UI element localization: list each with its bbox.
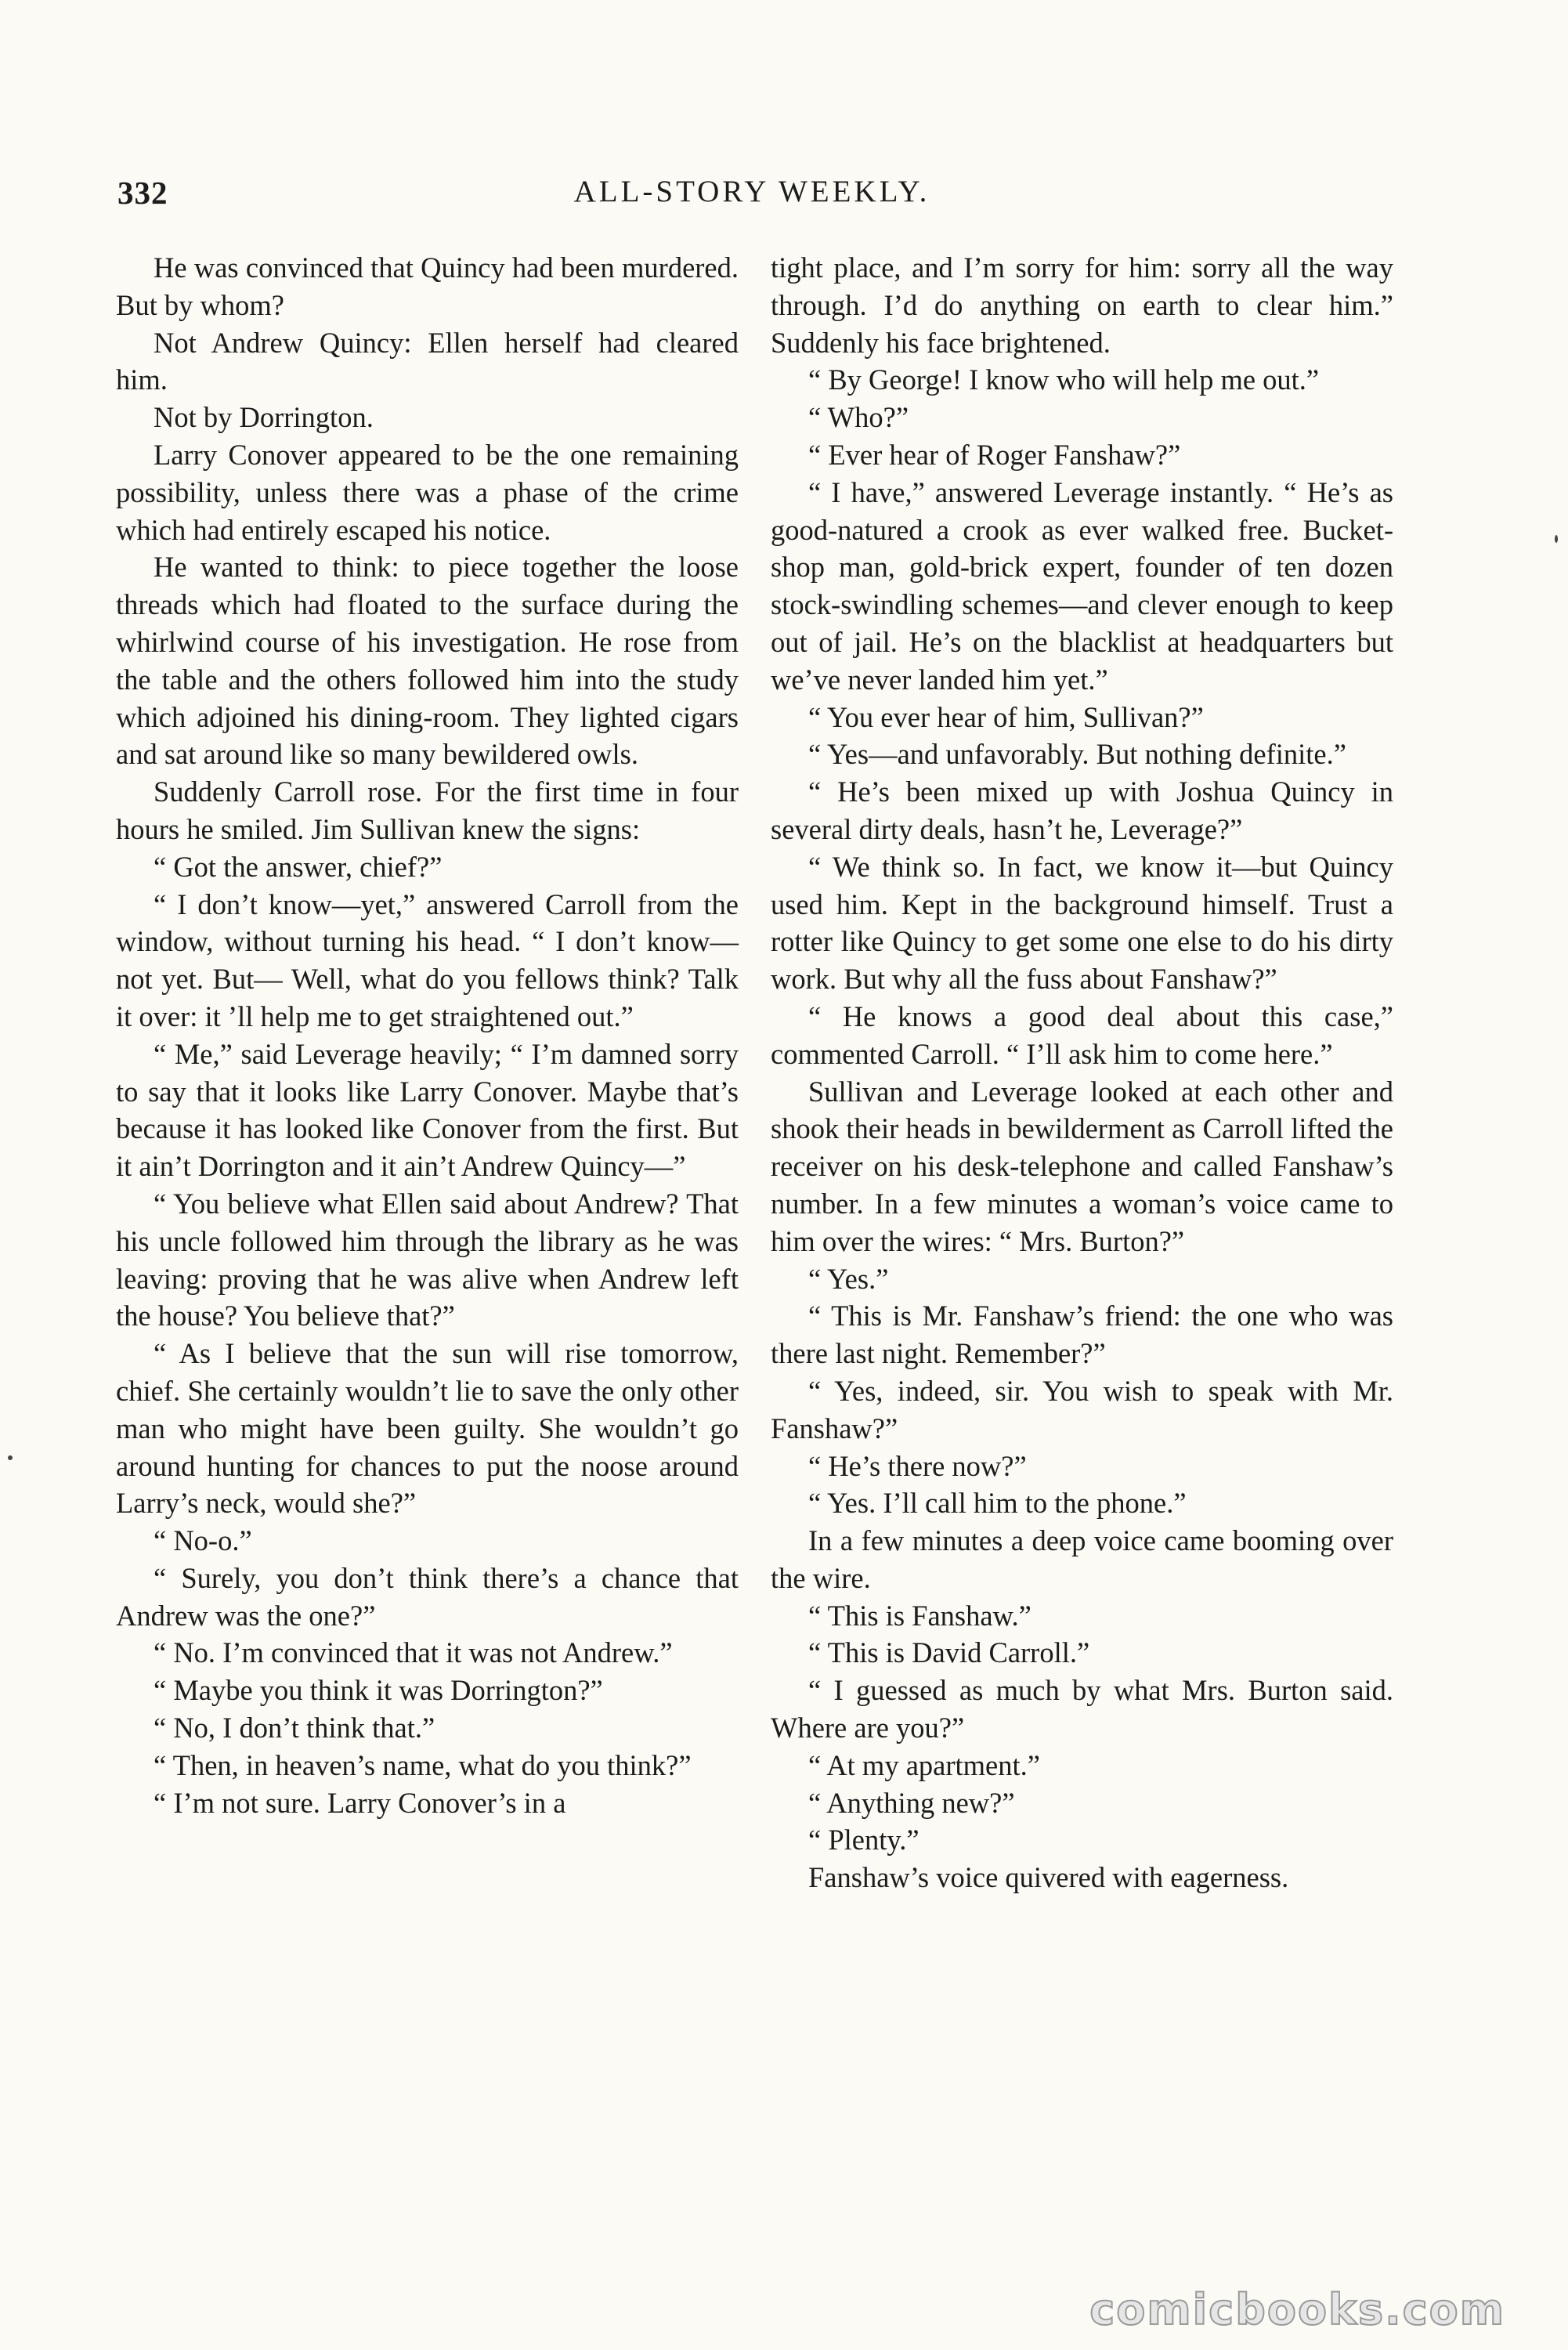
- paragraph: In a few minutes a deep voice came booming over the wire.: [771, 1524, 1393, 1594]
- paragraph: “ This is David Carroll.”: [808, 1636, 1090, 1669]
- paragraph: “ Ever hear of Roger Fanshaw?”: [808, 438, 1181, 471]
- paragraph: “ Yes.”: [808, 1262, 889, 1295]
- paragraph: “ Anything new?”: [808, 1786, 1015, 1819]
- paragraph: “ I’m not sure. Larry Conover’s in a: [154, 1786, 566, 1819]
- paragraph: Fanshaw’s voice quivered with eagerness.: [808, 1861, 1289, 1894]
- paragraph: Sullivan and Leverage looked at each other and shook their heads in bewilderment as Carroll lifted the receiver on his desk-telephone and called Fanshaw’s number. In a few minutes a woman’s voice came to him over the wires: “ Mrs. Burton?”: [771, 1075, 1393, 1257]
- paragraph: He wanted to think: to piece together the loose threads which had floated to the surface during the whirlwind course of his investigation. He rose from the table and the others followed him into the study which adjoined his dining-room. They lighted cigars and sat around like so many bewildered owls.: [116, 551, 739, 771]
- paragraph: “ Maybe you think it was Dorrington?”: [154, 1674, 603, 1707]
- paragraph: “ I have,” answered Leverage instantly. “ He’s as good-natured a crook as ever walked free. Bucket-shop man, gold-brick expert, founder of ten dozen stock-swindling schemes—and clever enough to keep out of jail. He’s on the blacklist at headquarters but we’ve never landed him yet.”: [771, 475, 1393, 696]
- paragraph: “ Then, in heaven’s name, what do you think?”: [154, 1748, 692, 1781]
- paragraph: Suddenly Carroll rose. For the first time in four hours he smiled. Jim Sullivan knew the signs:: [116, 776, 739, 845]
- paragraph: “ Got the answer, chief?”: [154, 850, 443, 883]
- page-number: 332: [117, 175, 168, 211]
- paragraph: “ Who?”: [808, 401, 909, 434]
- paragraph: “ As I believe that the sun will rise tomorrow, chief. She certainly wouldn’t lie to save the only other man who might have been guilty. She wouldn’t go around hunting for chances to put the noose around Larry’s neck, would she?”: [116, 1337, 739, 1520]
- paragraph: “ Yes—and unfavorably. But nothing definite.”: [808, 738, 1346, 771]
- paragraph: “ No, I don’t think that.”: [154, 1712, 435, 1744]
- paragraph: “ This is Mr. Fanshaw’s friend: the one who was there last night. Remember?”: [771, 1300, 1393, 1370]
- paragraph: “ Me,” said Leverage heavily; “ I’m damned sorry to say that it looks like Larry Conover. Maybe that’s because it has looked like Conover from the first. But it ain’t Dorrington and it ain’t Andrew Quincy—”: [116, 1037, 739, 1183]
- paragraph: “ You ever hear of him, Sullivan?”: [808, 700, 1204, 733]
- paragraph: tight place, and I’m sorry for him: sorry all the way through. I’d do anything on earth to clear him.” Suddenly his face brightened.: [771, 251, 1393, 359]
- running-head: ALL-STORY WEEKLY.: [573, 175, 930, 208]
- paragraph: “ By George! I know who will help me out.”: [808, 363, 1320, 396]
- watermark-logo: comicbooks.com: [1089, 2285, 1505, 2334]
- paragraph: “ Surely, you don’t think there’s a chance that Andrew was the one?”: [116, 1561, 739, 1632]
- paragraph: “ We think so. In fact, we know it—but Quincy used him. Kept in the background himself. Trust a rotter like Quincy to get some one else to do his dirty work. But why all the fuss about Fanshaw?”: [771, 850, 1393, 996]
- paragraph: “ Plenty.”: [808, 1824, 919, 1856]
- right-column: [771, 249, 1393, 1896]
- paragraph: “ No. I’m convinced that it was not Andrew.”: [154, 1636, 673, 1669]
- paragraph: “ He’s been mixed up with Joshua Quincy in several dirty deals, hasn’t he, Leverage?”: [771, 776, 1393, 845]
- paragraph: Larry Conover appeared to be the one remaining possibility, unless there was a phase of the crime which had entirely escaped his notice.: [116, 438, 739, 546]
- paragraph: “ This is Fanshaw.”: [808, 1599, 1031, 1632]
- left-column: [116, 249, 739, 1821]
- paragraph: “ He’s there now?”: [808, 1449, 1027, 1482]
- paragraph: “ Yes, indeed, sir. You wish to speak with Mr. Fanshaw?”: [771, 1374, 1393, 1444]
- paragraph: “ No-o.”: [154, 1524, 252, 1557]
- paragraph: Not Andrew Quincy: Ellen herself had cleared him.: [116, 326, 739, 396]
- paragraph: “ At my apartment.”: [808, 1748, 1040, 1781]
- print-speck: [8, 1455, 13, 1460]
- paragraph: He was convinced that Quincy had been murdered. But by whom?: [116, 251, 739, 321]
- paragraph: “ I guessed as much by what Mrs. Burton said. Where are you?”: [771, 1674, 1393, 1744]
- paragraph: “ Yes. I’ll call him to the phone.”: [808, 1487, 1187, 1520]
- paragraph: Not by Dorrington.: [154, 401, 374, 434]
- paragraph: “ I don’t know—yet,” answered Carroll from the window, without turning his head. “ I don’t know—not yet. But— Well, what do you fellows think? Talk it over: it ’ll help me to get straightened out.”: [116, 888, 739, 1032]
- print-speck: [1555, 535, 1558, 543]
- paragraph: “ He knows a good deal about this case,” commented Carroll. “ I’ll ask him to come here.”: [771, 1000, 1393, 1070]
- paragraph: “ You believe what Ellen said about Andrew? That his uncle followed him through the library as he was leaving: proving that he was alive when Andrew left the house? You believe that?”: [116, 1187, 739, 1332]
- page-header: [117, 174, 1386, 218]
